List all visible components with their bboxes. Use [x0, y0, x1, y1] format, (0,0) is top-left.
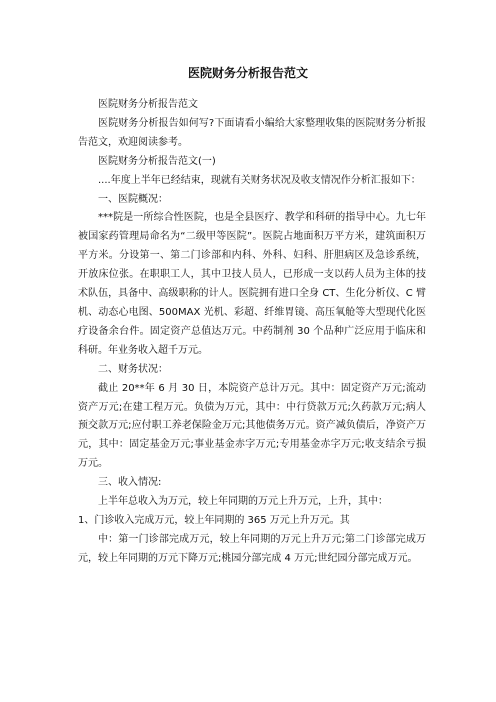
heading-income: 三、收入情况: — [98, 477, 162, 489]
document-body — [78, 96, 426, 569]
section-title-paragraph: 医院财务分析报告范文(一) — [98, 155, 216, 167]
income-item-1: 1、门诊收入完成万元，较上年同期的 365 万元上升万元。其 — [78, 514, 350, 526]
heading-overview: 一、医院概况： — [98, 193, 168, 205]
overview-paragraph: ***院是一所综合性医院，也是全县医疗、教学和科研的指导中心。九七年被国家药管理局命名为“二级甲等医院”。医院占地面积万平方米，建筑面积万平方米。分设第一、第二门诊部和内科、外科、妇科、肝胆病区及急诊系统，开放床位张。在职职工人，其中卫技人员人，已形成一支以药人员为主体的技术队伍，具备中、高级职称的计人。医院拥有进口全身 CT、生化分析仪、C 臂机、动态心电图、500MAX 光机、彩超、纤维胃镜、高压氧舱等大型现代化医疗设备余台件。固定资产总值达万元。中药制剂 30 个品种广泛应用于临床和科研。年业务收入超千万元。 — [78, 212, 426, 356]
heading-financial-status: 二、财务状况： — [98, 363, 168, 375]
opening-paragraph: ....年度上半年已经结束，现就有关财务状况及收支情况作分析汇报如下： — [98, 174, 421, 186]
intro-paragraph: 医院财务分析报告如何写?下面请看小编给大家整理收集的医院财务分析报告范文，欢迎阅读参考。 — [78, 117, 426, 148]
income-item-1-detail: 中：第一门诊部完成万元，较上年同期的万元上升万元;第二门诊部完成万元，较上年同期的万元下降万元;桃园分部完成 4 万元;世纪园分部完成万元。 — [78, 533, 426, 564]
financial-status-paragraph: 截止 20**年 6 月 30 日，本院资产总计万元。其中：固定资产万元;流动资产万元;在建工程万元。负债为万元，其中：中行贷款万元;久药款万元;病人预交款万元;应付职工养老保险金万元;其他债务万元。资产减负债后，净资产万元，其中：固定基金万元;事业基金赤字万元;专用基金赤字万元;收支结余亏损万元。 — [78, 382, 426, 470]
subtitle-paragraph: 医院财务分析报告范文 — [98, 99, 198, 110]
income-summary-paragraph: 上半年总收入为万元，较上年同期的万元上升万元，上升，其中： — [98, 496, 388, 508]
document-title: 医院财务分析报告范文 — [187, 66, 308, 80]
